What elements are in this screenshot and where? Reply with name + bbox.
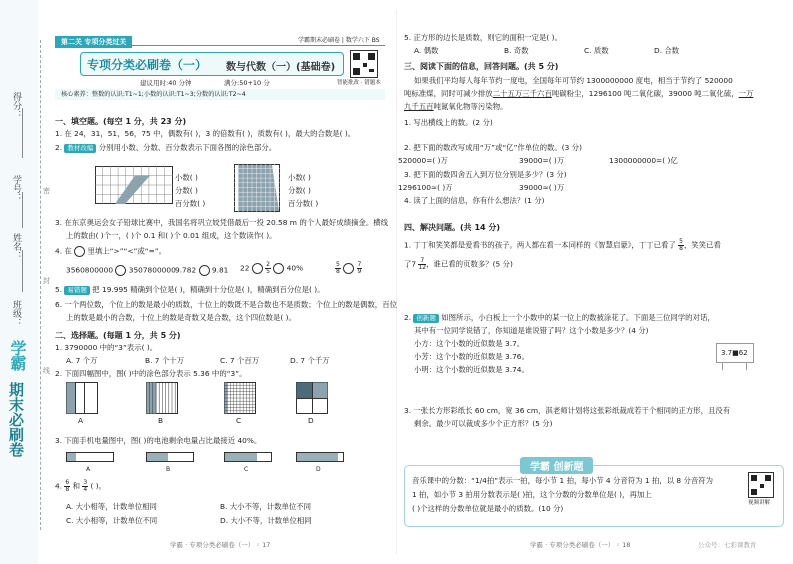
c3-label-a[interactable]: A: [86, 466, 91, 473]
seal-line: [40, 40, 41, 530]
student-id-label: 学号：: [11, 175, 21, 202]
underline-3: 九千五百: [404, 102, 434, 111]
compare-circle-1[interactable]: [115, 265, 126, 276]
r2-item-1[interactable]: 520000=( )万: [398, 156, 448, 165]
r2-item-3[interactable]: 1300000000=( )亿: [609, 156, 678, 165]
left-footer: 学霸 · 专项分类必刷卷（一） ◦ 17: [170, 541, 271, 549]
problem-2-line-2: 其中有一位同学说错了，你知道是谁说错了吗？这个小数是多少？(4 分): [414, 326, 649, 335]
underline-1: 二十五万三千六百: [492, 89, 552, 98]
c2-label-a[interactable]: A: [78, 416, 84, 425]
question-2: 2. 教材改编 分别用小数、分数、百分数表示下面各图的涂色部分。: [55, 143, 277, 152]
name-line: [22, 250, 23, 292]
battery-d: [296, 452, 344, 462]
core-literacy-bar: [55, 89, 385, 100]
choice-4: 4. $\frac{6}{8}$ 和 $\frac{3}{4}$ ( )。: [55, 479, 107, 493]
q2-decimal-blank-a[interactable]: 小数( ): [175, 173, 198, 182]
compare-circle-icon: [74, 246, 85, 257]
choice-1-opt-c[interactable]: C. 7 个百万: [220, 356, 260, 365]
compare-circle-4[interactable]: [273, 263, 284, 274]
q2-fraction-blank-b[interactable]: 分数( ): [288, 186, 311, 195]
dialog-xiaoming: 小明：这个小数的近似数是 3.74。: [414, 365, 529, 374]
figure-grid-triangle: [95, 166, 173, 204]
brand-line-1: 学霸: [8, 340, 27, 370]
choice-4-opt-b[interactable]: B. 大小不等，计数单位不同: [220, 502, 312, 511]
reading-q3: 3. 把下面的数四舍五入到万位分别是多少？(3 分): [404, 170, 567, 179]
c3-label-b[interactable]: B: [166, 466, 171, 473]
c2-figure-b: [146, 382, 178, 414]
section-1-title: 一、填空题。(每空 1 分，共 23 分): [55, 117, 187, 126]
qr-caption: 智能批改 · 错题本: [337, 80, 381, 86]
choice-5-opt-b[interactable]: B. 奇数: [504, 46, 529, 55]
section-4-title: 四、解决问题。(共 14 分): [404, 223, 501, 232]
q2-fraction-blank-a[interactable]: 分数( ): [175, 186, 198, 195]
choice-5-opt-c[interactable]: C. 质数: [584, 46, 609, 55]
q4-item-3: 22 $\frac{2}{5}$ 40%: [240, 261, 304, 275]
whiteboard-leg-right: [746, 362, 747, 370]
choice-4-opt-a[interactable]: A. 大小相等，计数单位相同: [66, 502, 157, 511]
c2-figure-a: [66, 382, 98, 414]
question-6-line-1: 6. 一个两位数，个位上的数是最小的质数，十位上的数既不是合数也不是质数；个位上的数是偶数，百位: [55, 300, 397, 309]
header-rule: [55, 45, 385, 46]
page-subtitle: 数与代数（一）(基础卷): [226, 62, 336, 73]
choice-3: 3. 下面手机电量图中，图( )的电池剩余电量占比最接近 40%。: [55, 436, 262, 445]
whiteboard: [716, 343, 754, 363]
class-label: 班级：: [11, 300, 21, 327]
question-2-text: 分别用小数、分数、百分数表示下面各图的涂色部分。: [98, 143, 277, 152]
c3-label-c[interactable]: C: [244, 466, 249, 473]
c2-label-c[interactable]: C: [236, 416, 242, 425]
q4-item-2: 9.782 9.81: [175, 265, 229, 275]
stage-banner: 第二关 专项分类过关: [55, 36, 132, 48]
tag-error-prone: 易错题: [64, 286, 90, 295]
problem-1-line-1: 1. 丁丁和笑笑都是爱看书的孩子。两人都在看一本同样的《智慧启蒙》，丁丁已看了 $\frac{5}{8}$ ，笑笑已看: [404, 238, 721, 252]
name-label: 姓名：: [11, 233, 21, 260]
fraction-7-9: $\frac{7}{9}$: [357, 261, 362, 275]
fraction-3-4: $\frac{3}{4}$: [83, 479, 88, 493]
whiteboard-leg-left: [722, 362, 723, 370]
brand-line-2: 期末必刷卷: [7, 382, 25, 457]
q2-percent-blank-a[interactable]: 百分数( ): [175, 199, 206, 208]
page-title: 专项分类必刷卷（一）: [87, 58, 208, 72]
passage-line-2: 吨标准煤，同时可减少排放二十五万三千六百吨碳粉尘，1296100 吨二氧化碳，39000 吨二氧化硫，一万: [404, 89, 754, 98]
time-limit: 建议用时:40 分钟: [140, 79, 192, 87]
compare-circle-3[interactable]: [252, 263, 263, 274]
section-2-title: 二、选择题。(每题 1 分，共 5 分): [55, 331, 181, 340]
choice-2: 2. 下面四幅图中，图( )中的涂色部分表示 5.36 中的“3”。: [55, 369, 247, 378]
choice-1-opt-a[interactable]: A. 7 个万: [66, 356, 98, 365]
question-5: 5. 易错题 把 19.995 精确到个位是( )，精确到十分位是( )，精确到百分位是( )。: [55, 285, 325, 294]
fraction-7-12: $\frac{7}{12}$: [418, 257, 427, 271]
c3-label-d[interactable]: D: [316, 466, 321, 473]
reading-q4: 4. 读了上面的信息，你有什么想法？(1 分): [404, 196, 545, 205]
r3-item-1[interactable]: 1296100≈( )万: [398, 183, 453, 192]
dialog-xiaofang: 小方：这个小数的近似数是 3.7。: [414, 339, 525, 348]
compare-circle-5[interactable]: [343, 263, 354, 274]
problem-2-line-1: 2. 创新题 如图所示，小白板上一个小数中的某一位上的数被涂花了。下面是三位同学的对话，: [404, 313, 715, 322]
whiteboard-number: 3.7■62: [721, 349, 748, 357]
passage-line-3: 九千五百吨氮氧化物等污染物。: [404, 102, 508, 111]
score-label: 得分：: [11, 92, 21, 119]
title-box: [80, 52, 344, 76]
choice-5-opt-d[interactable]: D. 合数: [654, 46, 680, 55]
tag-innovation: 创新题: [413, 314, 439, 323]
battery-b: [146, 452, 194, 462]
choice-4-opt-c[interactable]: C. 大小相等，计数单位不同: [66, 516, 158, 525]
reading-q1: 1. 写出横线上的数。(2 分): [404, 118, 493, 127]
qr-code-icon[interactable]: [350, 50, 378, 78]
c2-label-b[interactable]: B: [158, 416, 164, 425]
q2-decimal-blank-b[interactable]: 小数( ): [288, 173, 311, 182]
q4-item-1: 3560800000 3507800000: [66, 265, 176, 275]
question-1: 1. 在 24，31，51，56，75 中，偶数有( )，3 的倍数有( )，质数有( )，最大的合数是( )。: [55, 129, 356, 138]
core-literacy: 核心素养：整数的认识:T1~1;小数的认识:T1~3;分数的认识:T2~4: [61, 91, 246, 98]
id-line: [22, 192, 23, 228]
choice-5: 5. 正方形的边长是质数，则它的面积一定是( )。: [404, 33, 562, 42]
page-divider: [396, 10, 397, 554]
battery-c-fill: [225, 453, 257, 461]
question-3-line-1: 3. 在东京奥运会女子铅球比赛中，我国名将巩立姣凭借最后一投 20.58 m 的个人最好成绩摘金。横线: [55, 218, 389, 227]
bonus-line-2: 1 拍，如小节 3 拍用分数表示是( )拍，这个分数的分数单位是( )，再加上: [412, 490, 652, 499]
underline-2: 一万: [738, 89, 754, 98]
watermark: 公众号：七彩课教育: [698, 541, 757, 549]
seal-char-mi: 密: [43, 187, 50, 195]
brand-logo: [2, 340, 36, 550]
fraction-2-5: $\frac{2}{5}$: [266, 261, 270, 275]
choice-1: 1. 3790000 中的“3”表示( )。: [55, 343, 158, 352]
passage-line-1: 如果我们平均每人每年节约一度电，全国每年可节约 1300000000 度电，相当于节约了 520000: [414, 76, 733, 85]
fraction-6-8: $\frac{6}{8}$: [65, 479, 70, 493]
dialog-xiaofang-2: 小芳：这个小数的近似数是 3.76。: [414, 352, 529, 361]
bonus-title: 学霸 创新题: [520, 457, 593, 474]
battery-a: [66, 452, 114, 462]
full-score: 满分:50+10 分: [224, 79, 270, 87]
bonus-qr-code-icon[interactable]: [748, 472, 774, 498]
battery-b-fill: [147, 453, 168, 461]
problem-3-line-2: 剩余。最少可以裁成多少个正方形？(5 分): [414, 419, 553, 428]
problem-3-line-1: 3. 一张长方形彩纸长 60 cm，宽 36 cm，淇老师计划将这张彩纸裁成若干个相同的正方形，且没有: [404, 406, 731, 415]
tag-textbook: 教材改编: [64, 144, 96, 153]
bonus-qr-caption: 视频讲解: [748, 500, 771, 506]
score-line: [22, 108, 23, 158]
r2-item-2[interactable]: 39000=( )万: [519, 156, 565, 165]
seal-char-xian: 线: [43, 367, 50, 375]
c2-figure-d: [296, 382, 328, 414]
section-3-title: 三、阅读下面的信息，回答问题。(共 5 分): [404, 62, 559, 71]
battery-a-fill: [67, 453, 76, 461]
bonus-line-1: 音乐课中的分数：“1/4拍”表示一拍，每小节 1 拍，每小节 4 分音符为 1 拍，以 8 分音符为: [412, 476, 714, 485]
figure-grid-trapezoid: [234, 164, 280, 212]
battery-d-fill: [297, 453, 338, 461]
bonus-line-3: ( )个这样的分数单位就是最小的质数。(10 分): [412, 504, 564, 513]
question-3-line-2: 上的数由( )个一，( )个 0.1 和( )个 0.01 组成，这个数读作( )。: [66, 231, 277, 240]
fraction-5-8-b: $\frac{5}{8}$: [679, 238, 683, 252]
reading-q2: 2. 把下面的数改写成用“万”或“亿”作单位的数。(3 分): [404, 143, 582, 152]
choice-1-opt-d[interactable]: D. 7 个千万: [290, 356, 330, 365]
r3-item-2[interactable]: 39000≈( )万: [519, 183, 565, 192]
choice-1-opt-b[interactable]: B. 7 个十万: [145, 356, 184, 365]
q4-item-4: [335, 262, 362, 275]
question-6-line-2: 上的数是最小的合数，十位上的数是奇数又是合数，这个四位数是( )。: [66, 313, 296, 322]
series-label: 学霸期末必刷卷 | 数学六下 BS: [298, 37, 380, 44]
right-footer: 学霸 · 专项分类必刷卷（一） ◦ 18: [530, 541, 631, 549]
compare-circle-2[interactable]: [199, 265, 210, 276]
c2-label-d[interactable]: D: [308, 416, 314, 425]
battery-c: [224, 452, 272, 462]
question-4: 4. 在 里填上“>”“<”或“=”。: [55, 246, 167, 256]
c2-figure-c: [224, 382, 256, 414]
choice-4-opt-d[interactable]: D. 大小不等，计数单位相同: [220, 516, 312, 525]
seal-char-feng: 封: [43, 277, 50, 285]
choice-5-opt-a[interactable]: A. 偶数: [414, 46, 439, 55]
fraction-5-8: $\frac{5}{8}$: [336, 261, 340, 275]
q2-percent-blank-b[interactable]: 百分数( ): [288, 199, 319, 208]
problem-1-line-2: 了7 $\frac{7}{12}$ ，谁已看的页数多？(5 分): [404, 257, 513, 271]
